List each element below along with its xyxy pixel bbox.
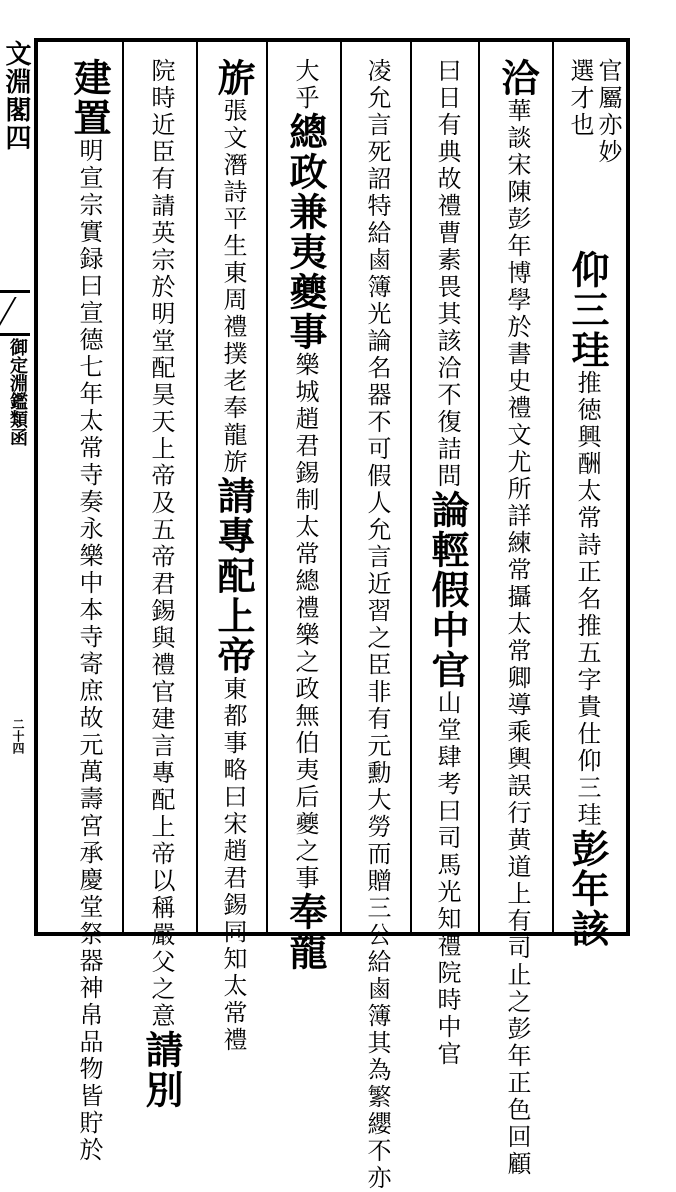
spine-fishtail-mark — [0, 290, 30, 336]
entry-text: 山堂肆考曰司馬光知禮院時中官 — [433, 690, 461, 1068]
entry-heading: 請專配上帝 — [211, 476, 256, 676]
text-column-7 — [139, 58, 184, 1110]
column-1-left: 選才也 — [566, 58, 594, 139]
entry-heading: 總政兼夷夔事 — [283, 112, 328, 352]
spine-strip — [0, 0, 32, 970]
entry-text: 曰日有典故禮曹素畏其該洽不復詰問 — [433, 58, 461, 490]
text-column-2 — [495, 58, 540, 1178]
entry-text: 推徳興酬太常詩正名推五字貴仕仰三珪 — [573, 370, 601, 829]
column-rule — [478, 42, 480, 932]
text-column-4 — [356, 58, 398, 1192]
column-rule — [122, 42, 124, 932]
text-column-6 — [211, 58, 256, 1054]
entry-text: 張文潛詩平生東周禮撲老奉龍旂 — [219, 98, 247, 476]
entry-heading: 彭年該 — [565, 829, 610, 949]
entry-text: 樂城趙君錫制太常總禮樂之政無伯夷后夔之事 — [291, 352, 319, 892]
entry-text: 大乎 — [291, 58, 319, 112]
entry-heading: 建置 — [67, 58, 112, 138]
column-rule — [196, 42, 198, 932]
entry-heading: 論輕假中官 — [425, 490, 470, 690]
spine-book-name: 御定淵鑑類函 — [7, 338, 28, 446]
text-column-8 — [67, 58, 112, 1164]
spine-book-title: 文淵閣四 — [1, 40, 31, 152]
entry-text: 東都事略曰宋趙君錫同知太常禮 — [219, 676, 247, 1054]
spine-page-number: 二十四 — [11, 718, 25, 754]
entry-heading: 仰三珪 — [565, 250, 610, 370]
entry-text: 院時近臣有請英宗於明堂配昊天上帝及五帝君錫與禮官建言專配上帝以稱嚴父之意 — [147, 58, 175, 1030]
entry-text: 明宣宗實録曰宣德七年太常寺奏永樂中本寺寄庶故元萬壽宮承慶堂祭器神帛品物皆貯於 — [75, 138, 103, 1164]
column-1-right: 官屬亦妙 — [594, 58, 622, 166]
entry-heading: 旂 — [211, 58, 256, 98]
text-column-5 — [283, 58, 328, 972]
entry-heading: 請別 — [139, 1030, 184, 1110]
entry-text: 華談宋陳彭年博學於書史禮文尤所詳練常攝太常卿導乘輿誤行黄道上有司止之彭年正色回顧 — [503, 98, 531, 1178]
column-rule — [266, 42, 268, 932]
column-rule — [340, 42, 342, 932]
text-column-3 — [425, 58, 470, 1068]
column-rule — [410, 42, 412, 932]
entry-heading: 奉龍 — [283, 892, 328, 972]
column-rule — [552, 42, 554, 932]
entry-heading: 洽 — [495, 58, 540, 98]
entry-text: 凌允言死詔特給鹵簿光論名器不可假人允言近習之臣非有元勳大勞而贈三公給鹵簿其為繁纓不亦 — [363, 58, 391, 1192]
text-column-1-lower — [565, 250, 610, 949]
